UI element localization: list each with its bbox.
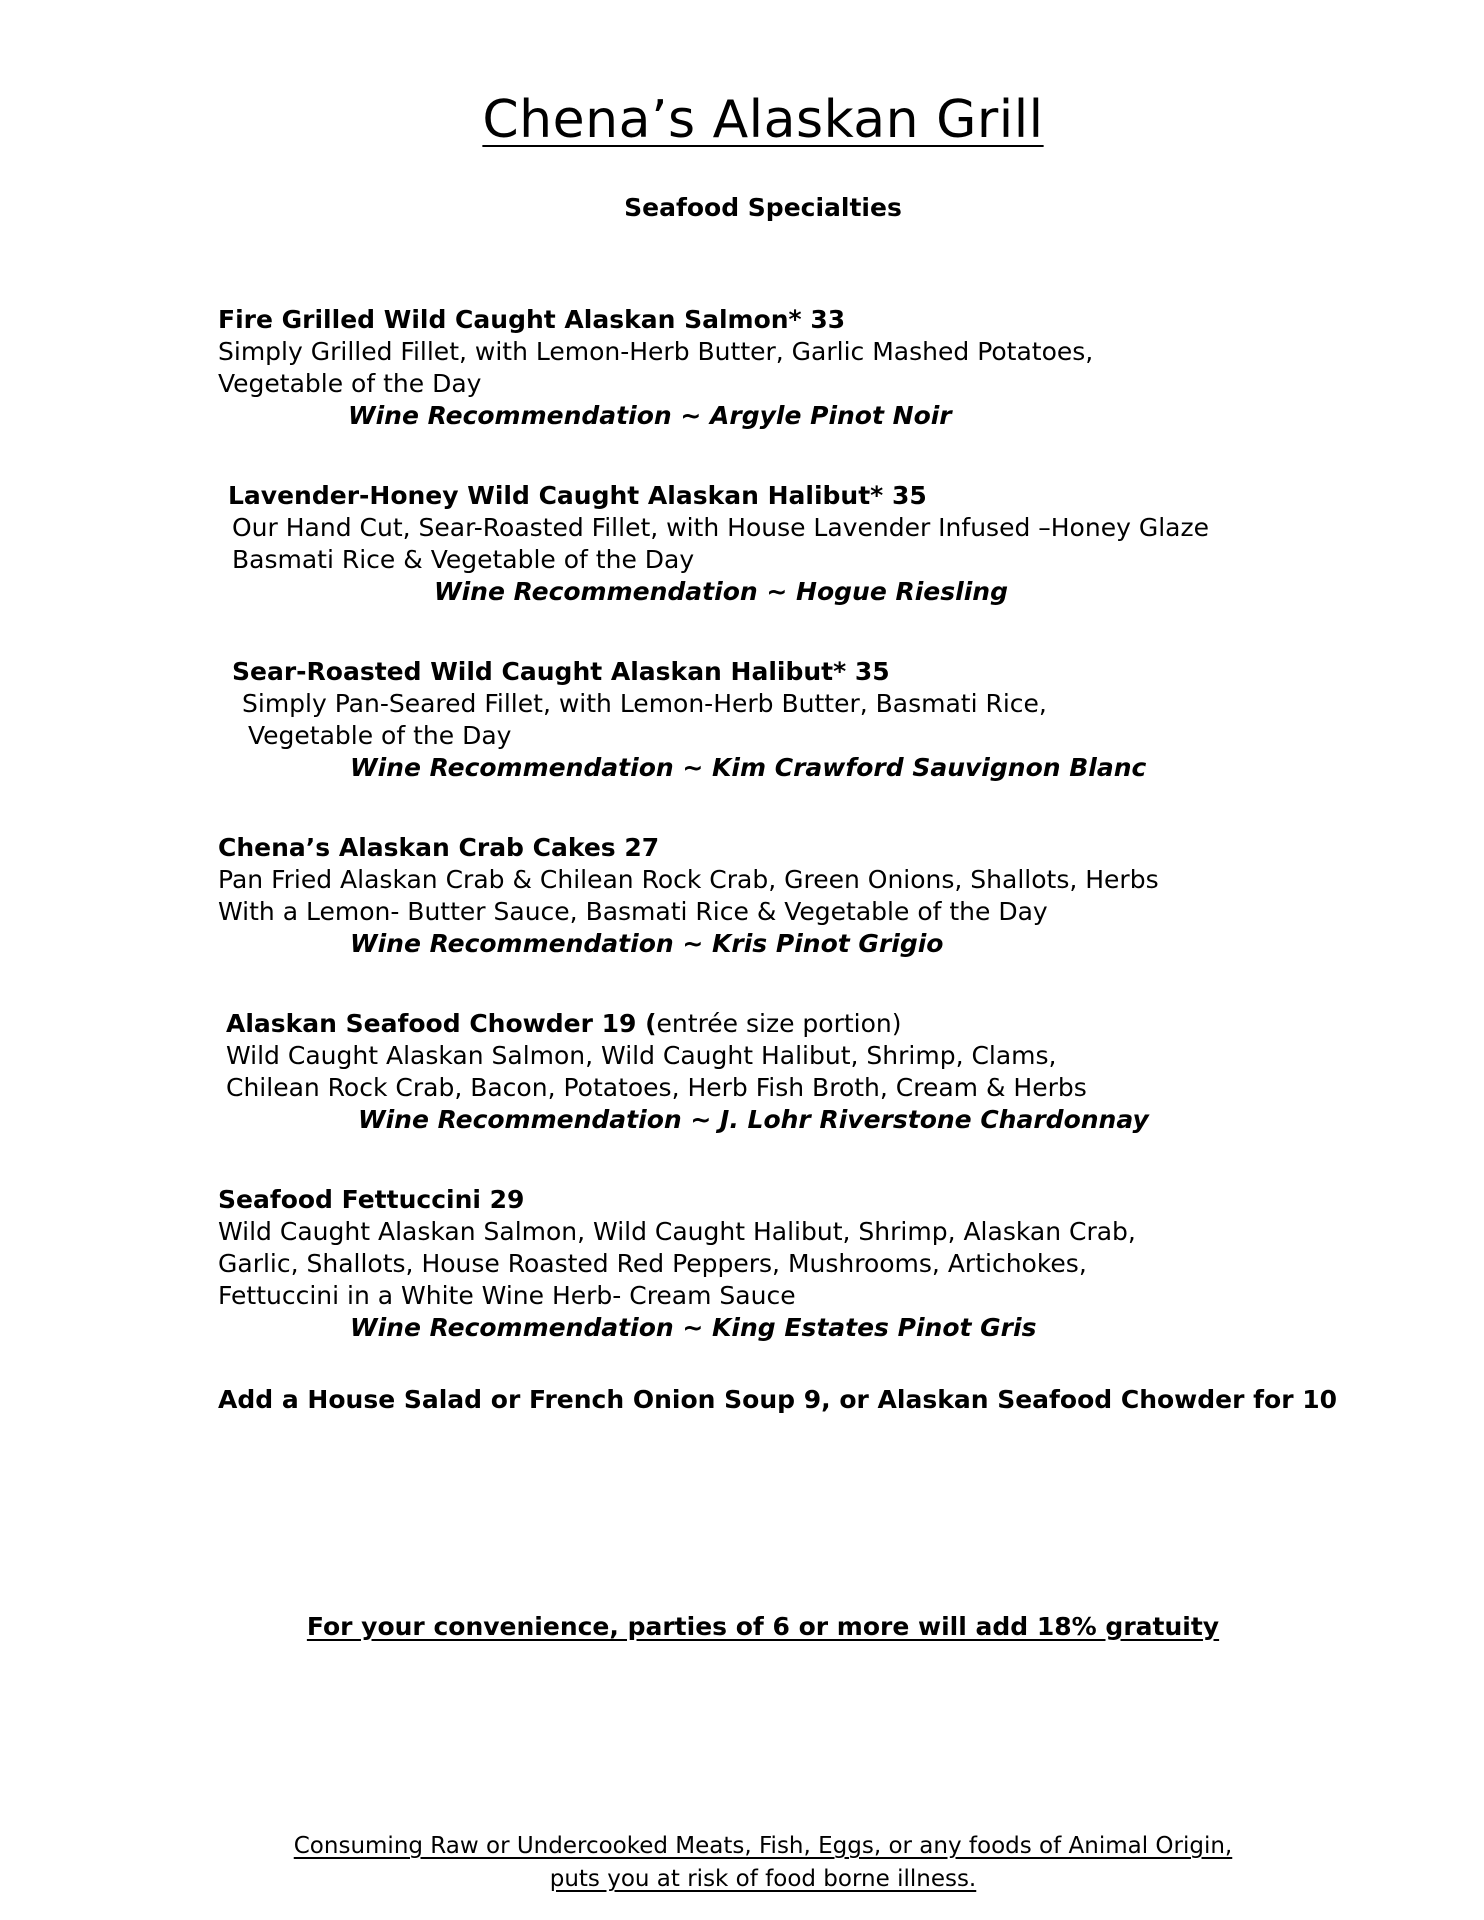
wine-recommendation: Wine Recommendation ~ Hogue Riesling bbox=[434, 577, 1008, 606]
wine-recommendation: Wine Recommendation ~ Kim Crawford Sauvignon Blanc bbox=[350, 753, 1147, 782]
menu-item-description: Basmati Rice & Vegetable of the Day bbox=[232, 545, 695, 574]
menu-item-name: Chena’s Alaskan Crab Cakes 27 bbox=[218, 833, 660, 862]
menu-item-name: Seafood Fettuccini 29 bbox=[218, 1185, 525, 1214]
menu-item-description: Vegetable of the Day bbox=[248, 721, 512, 750]
food-safety-disclaimer bbox=[0, 1830, 1484, 1896]
menu-item-name-text: Alaskan Seafood Chowder 19 ( bbox=[226, 1009, 657, 1038]
menu-item-description: Garlic, Shallots, House Roasted Red Peppers, Mushrooms, Artichokes, bbox=[218, 1249, 1087, 1278]
wine-recommendation: Wine Recommendation ~ J. Lohr Riverstone Chardonnay bbox=[358, 1105, 1149, 1134]
menu-item-salmon bbox=[218, 304, 1093, 432]
menu-item-description: Simply Pan-Seared Fillet, with Lemon-Herb Butter, Basmati Rice, bbox=[242, 689, 1047, 718]
menu-item-sear-roasted-halibut bbox=[232, 656, 1146, 784]
menu-item-portion-note: entrée size portion) bbox=[656, 1009, 902, 1038]
wine-recommendation: Wine Recommendation ~ Kris Pinot Grigio bbox=[350, 929, 944, 958]
gratuity-notice: For your convenience, parties of 6 or more will add 18% gratuity bbox=[306, 1612, 1220, 1641]
menu-item-description: Vegetable of the Day bbox=[218, 369, 482, 398]
menu-item-description: Chilean Rock Crab, Bacon, Potatoes, Herb Fish Broth, Cream & Herbs bbox=[226, 1073, 1087, 1102]
addon-note: Add a House Salad or French Onion Soup 9, or Alaskan Seafood Chowder for 10 bbox=[218, 1385, 1338, 1414]
menu-item-crab-cakes bbox=[218, 832, 1159, 960]
menu-item-name bbox=[226, 1008, 1149, 1040]
menu-item-description: Wild Caught Alaskan Salmon, Wild Caught Halibut, Shrimp, Clams, bbox=[226, 1041, 1057, 1070]
disclaimer-line-2: puts you at risk of food borne illness. bbox=[549, 1866, 977, 1892]
menu-item-description: With a Lemon- Butter Sauce, Basmati Rice & Vegetable of the Day bbox=[218, 897, 1048, 926]
restaurant-title: Chena’s Alaskan Grill bbox=[482, 90, 1044, 150]
menu-item-seafood-fettuccini bbox=[218, 1184, 1136, 1344]
menu-item-description: Wild Caught Alaskan Salmon, Wild Caught Halibut, Shrimp, Alaskan Crab, bbox=[218, 1217, 1136, 1246]
disclaimer-line-1: Consuming Raw or Undercooked Meats, Fish, Eggs, or any foods of Animal Origin, bbox=[293, 1833, 1233, 1859]
wine-recommendation: Wine Recommendation ~ Argyle Pinot Noir bbox=[348, 401, 952, 430]
menu-item-description: Pan Fried Alaskan Crab & Chilean Rock Crab, Green Onions, Shallots, Herbs bbox=[218, 865, 1159, 894]
wine-recommendation: Wine Recommendation ~ King Estates Pinot Gris bbox=[350, 1313, 1037, 1342]
menu-item-name: Sear-Roasted Wild Caught Alaskan Halibut* 35 bbox=[232, 657, 890, 686]
menu-item-name: Lavender-Honey Wild Caught Alaskan Halibut* 35 bbox=[228, 481, 927, 510]
menu-item-description: Fettuccini in a White Wine Herb- Cream Sauce bbox=[218, 1281, 796, 1310]
menu-item-name: Fire Grilled Wild Caught Alaskan Salmon* 33 bbox=[218, 305, 846, 334]
section-heading: Seafood Specialties bbox=[624, 193, 902, 222]
menu-item-description: Our Hand Cut, Sear-Roasted Fillet, with House Lavender Infused –Honey Glaze bbox=[232, 513, 1209, 542]
menu-item-seafood-chowder bbox=[226, 1008, 1149, 1136]
menu-item-lavender-halibut bbox=[228, 480, 1209, 608]
menu-item-description: Simply Grilled Fillet, with Lemon-Herb Butter, Garlic Mashed Potatoes, bbox=[218, 337, 1094, 366]
